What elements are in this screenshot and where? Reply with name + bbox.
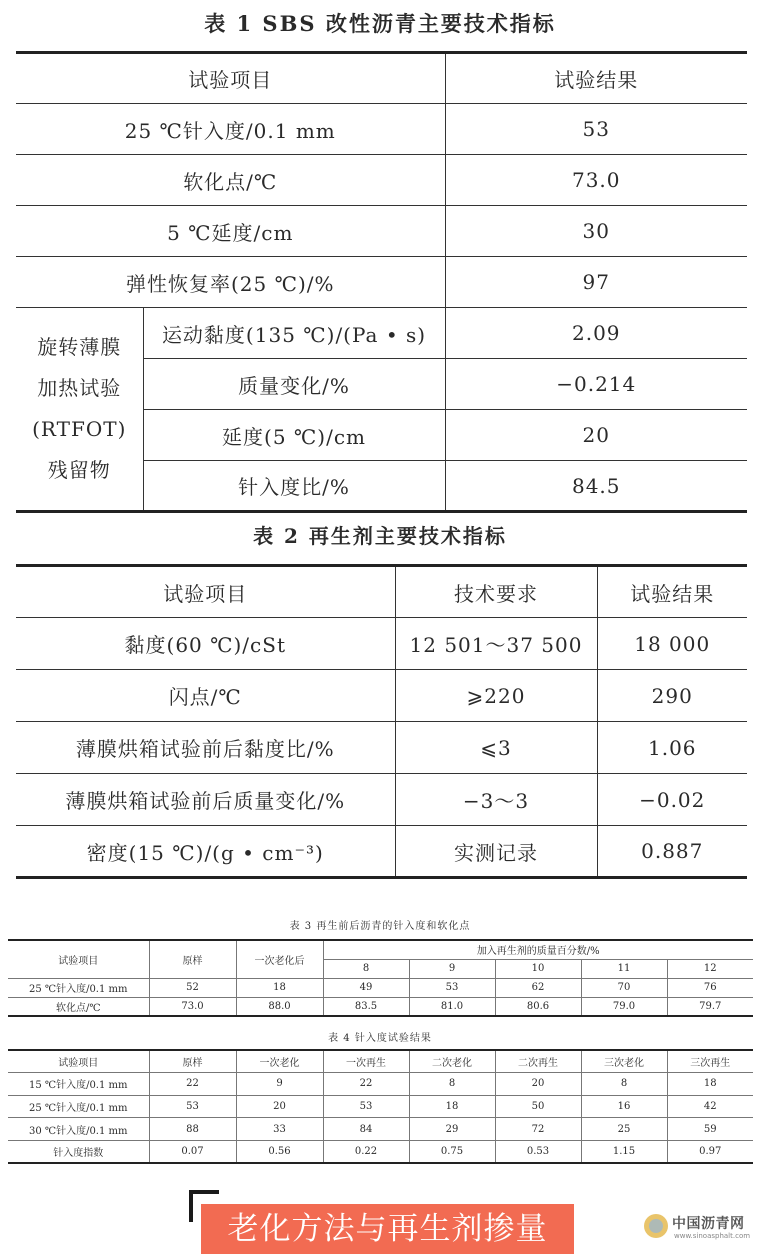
table3-cell: 62: [495, 978, 581, 997]
table1-header-item: 试验项目: [16, 53, 445, 104]
table3-cell: 25 ℃针入度/0.1 mm: [8, 978, 149, 997]
site-logo[interactable]: [644, 1210, 756, 1246]
table4-header: 二次再生: [495, 1050, 581, 1073]
table1-result: 30: [445, 206, 747, 257]
table4-header: 试验项目: [8, 1050, 149, 1073]
asphalt-globe-icon: [644, 1214, 668, 1238]
table4-cell: 18: [409, 1095, 495, 1118]
table-row: [8, 978, 753, 997]
table4-header: 二次老化: [409, 1050, 495, 1073]
table1-result: −0.214: [445, 359, 747, 410]
table1-result: 97: [445, 257, 747, 308]
table2-requirement: 12 501～37 500: [395, 618, 597, 670]
table3-cell: 80.6: [495, 997, 581, 1016]
table4-cell: 30 ℃针入度/0.1 mm: [8, 1118, 149, 1141]
table2-requirement: −3～3: [395, 774, 597, 826]
table4-cell: 50: [495, 1095, 581, 1118]
table3-cell: 70: [581, 978, 667, 997]
table3: [8, 939, 753, 1017]
table2-result: 18 000: [597, 618, 747, 670]
table1-item: 延度(5 ℃)/cm: [143, 410, 445, 461]
table4-cell: 84: [323, 1118, 409, 1141]
table-row: [16, 155, 747, 206]
table4-cell: 0.56: [236, 1140, 323, 1163]
table2: [16, 564, 747, 879]
table4-cell: 针入度指数: [8, 1140, 149, 1163]
table3-cell: 83.5: [323, 997, 409, 1016]
table1-caption: 表 1 SBS 改性沥青主要技术指标: [204, 11, 556, 36]
table4-cell: 9: [236, 1073, 323, 1096]
table4-cell: 25: [581, 1118, 667, 1141]
table1-item: 5 ℃延度/cm: [16, 206, 445, 257]
table4-cell: 72: [495, 1118, 581, 1141]
table3-cell: 18: [236, 978, 323, 997]
table3-cell: 52: [149, 978, 236, 997]
table1-result: 84.5: [445, 461, 747, 512]
table-row: [8, 1095, 753, 1118]
table2-item: 薄膜烘箱试验前后黏度比/%: [16, 722, 395, 774]
table4-cell: 0.97: [667, 1140, 753, 1163]
table3-header-aged: 一次老化后: [236, 940, 323, 978]
table2-result: −0.02: [597, 774, 747, 826]
table3-header-group: 加入再生剂的质量百分数/%: [323, 940, 753, 959]
rtfot-label-line: 旋转薄膜: [37, 335, 122, 359]
logo-url: www.sinoasphalt.com: [674, 1232, 751, 1240]
table3-cell: 73.0: [149, 997, 236, 1016]
table3-percent: 8: [323, 959, 409, 978]
table-row: [8, 1140, 753, 1163]
table3-header-orig: 原样: [149, 940, 236, 978]
table2-header-requirement: 技术要求: [395, 566, 597, 618]
table4-cell: 0.75: [409, 1140, 495, 1163]
table3-header-item: 试验项目: [8, 940, 149, 978]
logo-name: 中国沥青网: [672, 1216, 745, 1232]
table4-cell: 22: [323, 1073, 409, 1096]
table-row: [16, 670, 747, 722]
table4-cell: 53: [323, 1095, 409, 1118]
table2-item: 密度(15 ℃)/(g • cm⁻³): [16, 826, 395, 878]
table4-header-row: [8, 1050, 753, 1073]
rtfot-label-line: 加热试验: [37, 376, 122, 400]
table2-item: 黏度(60 ℃)/cSt: [16, 618, 395, 670]
table4-cell: 59: [667, 1118, 753, 1141]
table1-result: 53: [445, 104, 747, 155]
table3-cell: 49: [323, 978, 409, 997]
table4-cell: 20: [236, 1095, 323, 1118]
table2-requirement: 实测记录: [395, 826, 597, 878]
table4-cell: 15 ℃针入度/0.1 mm: [8, 1073, 149, 1096]
table-row: [16, 722, 747, 774]
table4-cell: 33: [236, 1118, 323, 1141]
table3-cell: 81.0: [409, 997, 495, 1016]
table2-header-row: [16, 566, 747, 618]
table3-cell: 79.0: [581, 997, 667, 1016]
table4-cell: 8: [409, 1073, 495, 1096]
table1-result: 73.0: [445, 155, 747, 206]
table-row: [16, 774, 747, 826]
table4-cell: 0.22: [323, 1140, 409, 1163]
table4-cell: 42: [667, 1095, 753, 1118]
table3-percent: 12: [667, 959, 753, 978]
table-row: [8, 997, 753, 1016]
table3-cell: 53: [409, 978, 495, 997]
table-row: [8, 1073, 753, 1096]
table4-cell: 20: [495, 1073, 581, 1096]
table1-item: 弹性恢复率(25 ℃)/%: [16, 257, 445, 308]
table2-requirement: ⩾220: [395, 670, 597, 722]
rtfot-label-line: 残留物: [47, 458, 111, 482]
table1-result: 20: [445, 410, 747, 461]
table2-result: 0.887: [597, 826, 747, 878]
table4: [8, 1049, 753, 1164]
table1-header-row: [16, 53, 747, 104]
table4-cell: 8: [581, 1073, 667, 1096]
table3-cell: 76: [667, 978, 753, 997]
table-row: [16, 618, 747, 670]
table3-header-row: [8, 940, 753, 959]
table-row: [16, 104, 747, 155]
table2-result: 290: [597, 670, 747, 722]
table4-header: 三次老化: [581, 1050, 667, 1073]
table-row: [8, 1118, 753, 1141]
table3-cell: 79.7: [667, 997, 753, 1016]
table1-item: 针入度比/%: [143, 461, 445, 512]
table-row: [16, 308, 747, 359]
section-banner: 老化方法与再生剂掺量: [201, 1204, 574, 1254]
rtfot-label-line: (RTFOT): [32, 417, 127, 441]
table-row: [16, 826, 747, 878]
table-row: [16, 206, 747, 257]
table4-cell: 29: [409, 1118, 495, 1141]
table1: [16, 51, 747, 513]
table2-item: 闪点/℃: [16, 670, 395, 722]
table4-header: 原样: [149, 1050, 236, 1073]
rtfot-group-label: [16, 308, 143, 512]
table3-percent: 10: [495, 959, 581, 978]
table3-percent: 9: [409, 959, 495, 978]
table2-requirement: ⩽3: [395, 722, 597, 774]
table2-header-result: 试验结果: [597, 566, 747, 618]
table2-caption: 表 2 再生剂主要技术指标: [253, 524, 507, 548]
table4-header: 一次再生: [323, 1050, 409, 1073]
table3-cell: 软化点/℃: [8, 997, 149, 1016]
table-row: [16, 257, 747, 308]
table4-header: 一次老化: [236, 1050, 323, 1073]
table3-percent: 11: [581, 959, 667, 978]
table4-header: 三次再生: [667, 1050, 753, 1073]
table1-header-result: 试验结果: [445, 53, 747, 104]
table2-result: 1.06: [597, 722, 747, 774]
table1-item: 运动黏度(135 ℃)/(Pa • s): [143, 308, 445, 359]
table1-item: 25 ℃针入度/0.1 mm: [16, 104, 445, 155]
table4-cell: 16: [581, 1095, 667, 1118]
table1-item: 质量变化/%: [143, 359, 445, 410]
table3-caption: 表 3 再生前后沥青的针入度和软化点: [289, 921, 471, 932]
table4-cell: 18: [667, 1073, 753, 1096]
table1-result: 2.09: [445, 308, 747, 359]
table1-item: 软化点/℃: [16, 155, 445, 206]
table4-cell: 0.53: [495, 1140, 581, 1163]
table3-cell: 88.0: [236, 997, 323, 1016]
table4-cell: 1.15: [581, 1140, 667, 1163]
table2-item: 薄膜烘箱试验前后质量变化/%: [16, 774, 395, 826]
table4-cell: 88: [149, 1118, 236, 1141]
table4-caption: 表 4 针入度试验结果: [328, 1033, 432, 1044]
table4-cell: 22: [149, 1073, 236, 1096]
table4-cell: 53: [149, 1095, 236, 1118]
table4-cell: 25 ℃针入度/0.1 mm: [8, 1095, 149, 1118]
table2-header-item: 试验项目: [16, 566, 395, 618]
table4-cell: 0.07: [149, 1140, 236, 1163]
